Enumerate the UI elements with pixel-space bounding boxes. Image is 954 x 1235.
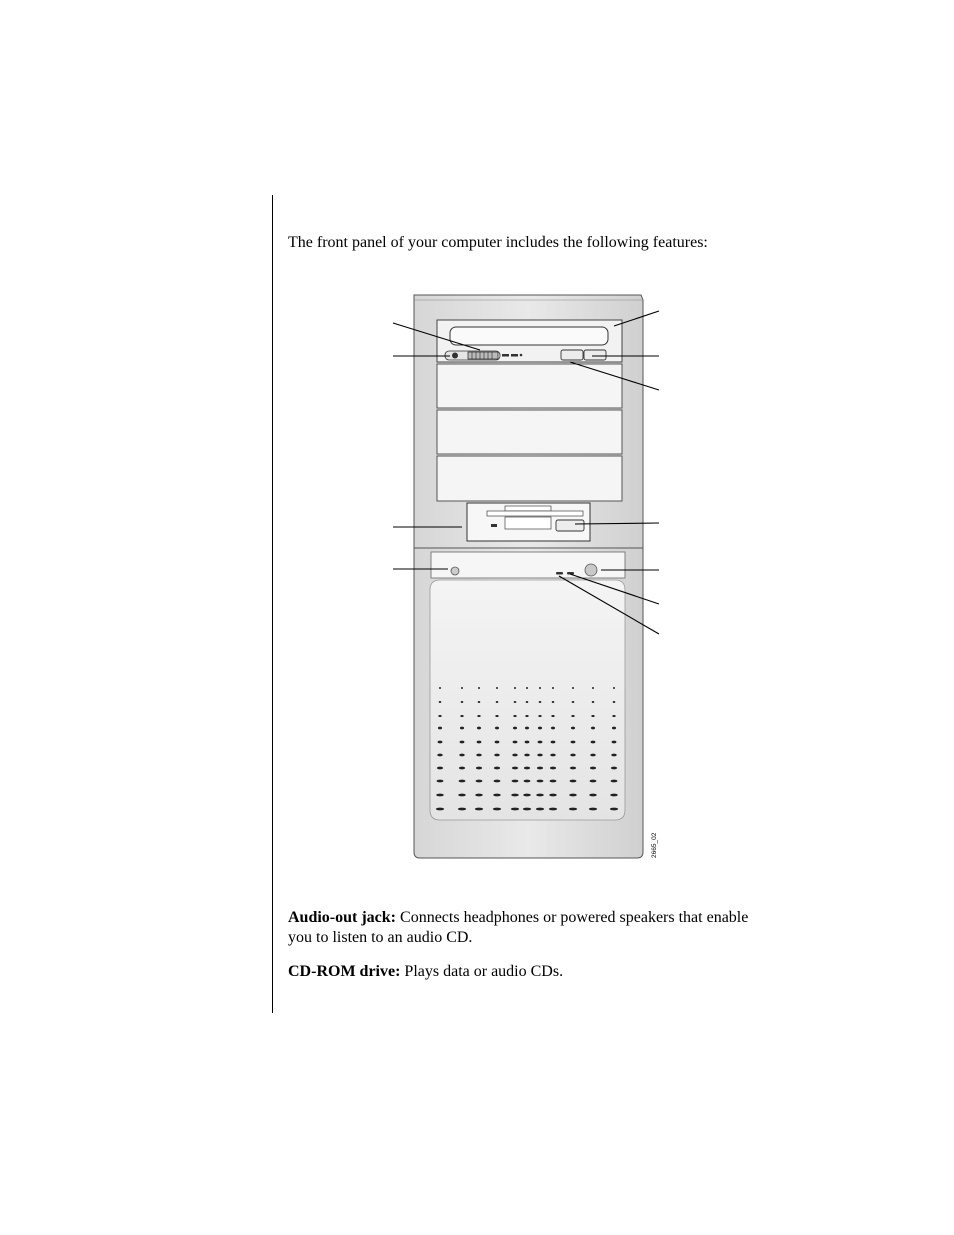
vent-hole <box>460 727 464 730</box>
intro-text: The front panel of your computer includes the following features: <box>288 234 708 251</box>
vent-hole <box>570 780 577 783</box>
vent-hole <box>539 687 541 689</box>
vent-hole <box>537 767 543 770</box>
hard-drive-indicator <box>556 572 563 575</box>
vent-hole <box>570 767 576 770</box>
cd-tray <box>450 327 608 345</box>
vent-hole <box>437 754 443 757</box>
vent-hole <box>523 808 531 811</box>
vent-hole <box>549 808 557 811</box>
vent-hole <box>590 754 596 757</box>
vent-hole <box>478 687 480 689</box>
vent-hole <box>475 808 483 811</box>
vent-hole <box>571 741 576 744</box>
cd-eject-button <box>561 350 583 360</box>
vent-hole <box>611 754 617 757</box>
diskette-eject-button <box>556 520 584 531</box>
drive-bay-1 <box>437 364 622 408</box>
margin-rule <box>272 195 273 1013</box>
vent-hole <box>550 767 556 770</box>
vent-hole <box>550 780 557 783</box>
reset-button <box>451 567 459 575</box>
vent-hole <box>550 754 556 757</box>
vent-hole <box>551 741 556 744</box>
vent-hole <box>612 727 616 730</box>
audio-out-jack <box>452 353 458 359</box>
drive-bay-3 <box>437 456 622 501</box>
vent-hole <box>525 727 529 730</box>
figure-code: 2665_02 <box>651 832 658 858</box>
vent-hole <box>436 794 444 797</box>
audio-out-jack-description <box>288 908 768 948</box>
vent-hole <box>460 715 463 717</box>
vent-hole <box>524 767 530 770</box>
cd-rom-drive-text: Plays data or audio CDs. <box>400 963 564 980</box>
audio-out-jack-term: Audio-out jack: <box>288 909 397 926</box>
vent-hole <box>591 715 594 717</box>
vent-hole <box>591 727 595 730</box>
vent-hole <box>611 780 618 783</box>
vent-hole <box>612 715 615 717</box>
vent-hole <box>525 715 528 717</box>
vent-hole <box>477 741 482 744</box>
vent-hole <box>612 741 617 744</box>
vent-hole <box>613 701 616 703</box>
vent-hole <box>439 701 442 703</box>
vent-hole <box>571 727 575 730</box>
vent-hole <box>459 754 465 757</box>
vent-hole <box>610 794 618 797</box>
vent-hole <box>569 808 577 811</box>
vent-hole <box>571 715 574 717</box>
vent-hole <box>513 741 518 744</box>
vent-hole <box>476 754 482 757</box>
vent-hole <box>551 727 555 730</box>
vent-hole <box>438 715 441 717</box>
vent-hole <box>551 715 554 717</box>
vent-hole <box>475 794 483 797</box>
cd-rom-drive-term: CD-ROM drive: <box>288 963 401 980</box>
vent-hole <box>610 808 618 811</box>
vent-hole <box>590 780 597 783</box>
audio-out-jack-text: Connects headphones or powered speakers that enable you to listen to an audio CD. <box>288 909 749 946</box>
vent-hole <box>514 687 516 689</box>
vent-hole <box>592 701 595 703</box>
vent-hole <box>537 754 543 757</box>
vent-hole <box>549 794 557 797</box>
vent-hole <box>493 794 501 797</box>
vent-hole <box>496 687 498 689</box>
vent-hole <box>511 808 519 811</box>
vent-hole <box>569 794 577 797</box>
vent-hole <box>591 741 596 744</box>
vent-hole <box>460 741 465 744</box>
vent-hole <box>494 780 501 783</box>
vent-hole <box>478 701 481 703</box>
vent-hole <box>511 794 519 797</box>
vent-hole <box>572 701 575 703</box>
vent-hole <box>458 794 466 797</box>
vent-hole <box>495 727 499 730</box>
vent-hole <box>589 808 597 811</box>
vent-hole <box>495 715 498 717</box>
vent-hole <box>477 715 480 717</box>
computer-front-panel-illustration <box>380 290 670 865</box>
vent-hole <box>436 808 444 811</box>
vent-hole <box>572 687 574 689</box>
vent-hole <box>477 727 481 730</box>
vent-hole <box>523 794 531 797</box>
vent-hole <box>438 741 443 744</box>
volume-control <box>468 352 498 359</box>
vent-hole <box>539 701 542 703</box>
door-panel <box>430 580 625 820</box>
vent-hole <box>538 715 541 717</box>
drive-bay-2 <box>437 410 622 454</box>
vent-hole <box>461 701 464 703</box>
vent-hole <box>536 794 544 797</box>
vent-hole <box>592 687 594 689</box>
vent-hole <box>458 808 466 811</box>
vent-hole <box>611 767 617 770</box>
vent-hole <box>437 780 444 783</box>
vent-hole <box>526 701 529 703</box>
vent-hole <box>437 767 443 770</box>
vent-hole <box>494 754 500 757</box>
vent-hole <box>589 794 597 797</box>
vent-hole <box>537 780 544 783</box>
cd-rom-drive-description <box>288 962 768 982</box>
vent-hole <box>495 741 500 744</box>
vent-hole <box>494 767 500 770</box>
vent-hole <box>459 767 465 770</box>
vent-hole <box>570 754 576 757</box>
vent-hole <box>536 808 544 811</box>
vent-hole <box>476 767 482 770</box>
vent-hole <box>439 687 441 689</box>
vent-hole <box>552 701 555 703</box>
vent-hole <box>526 687 528 689</box>
vent-hole <box>538 741 543 744</box>
power-button <box>585 564 597 576</box>
vent-hole <box>512 780 519 783</box>
vent-hole <box>613 687 615 689</box>
vent-hole <box>513 715 516 717</box>
vent-hole <box>459 780 466 783</box>
vent-hole <box>496 701 499 703</box>
vent-hole <box>476 780 483 783</box>
vent-hole <box>552 687 554 689</box>
vent-hole <box>524 754 530 757</box>
vent-hole <box>512 767 518 770</box>
vent-hole <box>438 727 442 730</box>
vent-hole <box>538 727 542 730</box>
vent-hole <box>461 687 463 689</box>
vent-hole <box>524 780 531 783</box>
vent-hole <box>513 727 517 730</box>
vent-hole <box>514 701 517 703</box>
vent-hole <box>525 741 530 744</box>
vent-hole <box>512 754 518 757</box>
vent-hole <box>493 808 501 811</box>
vent-hole <box>590 767 596 770</box>
